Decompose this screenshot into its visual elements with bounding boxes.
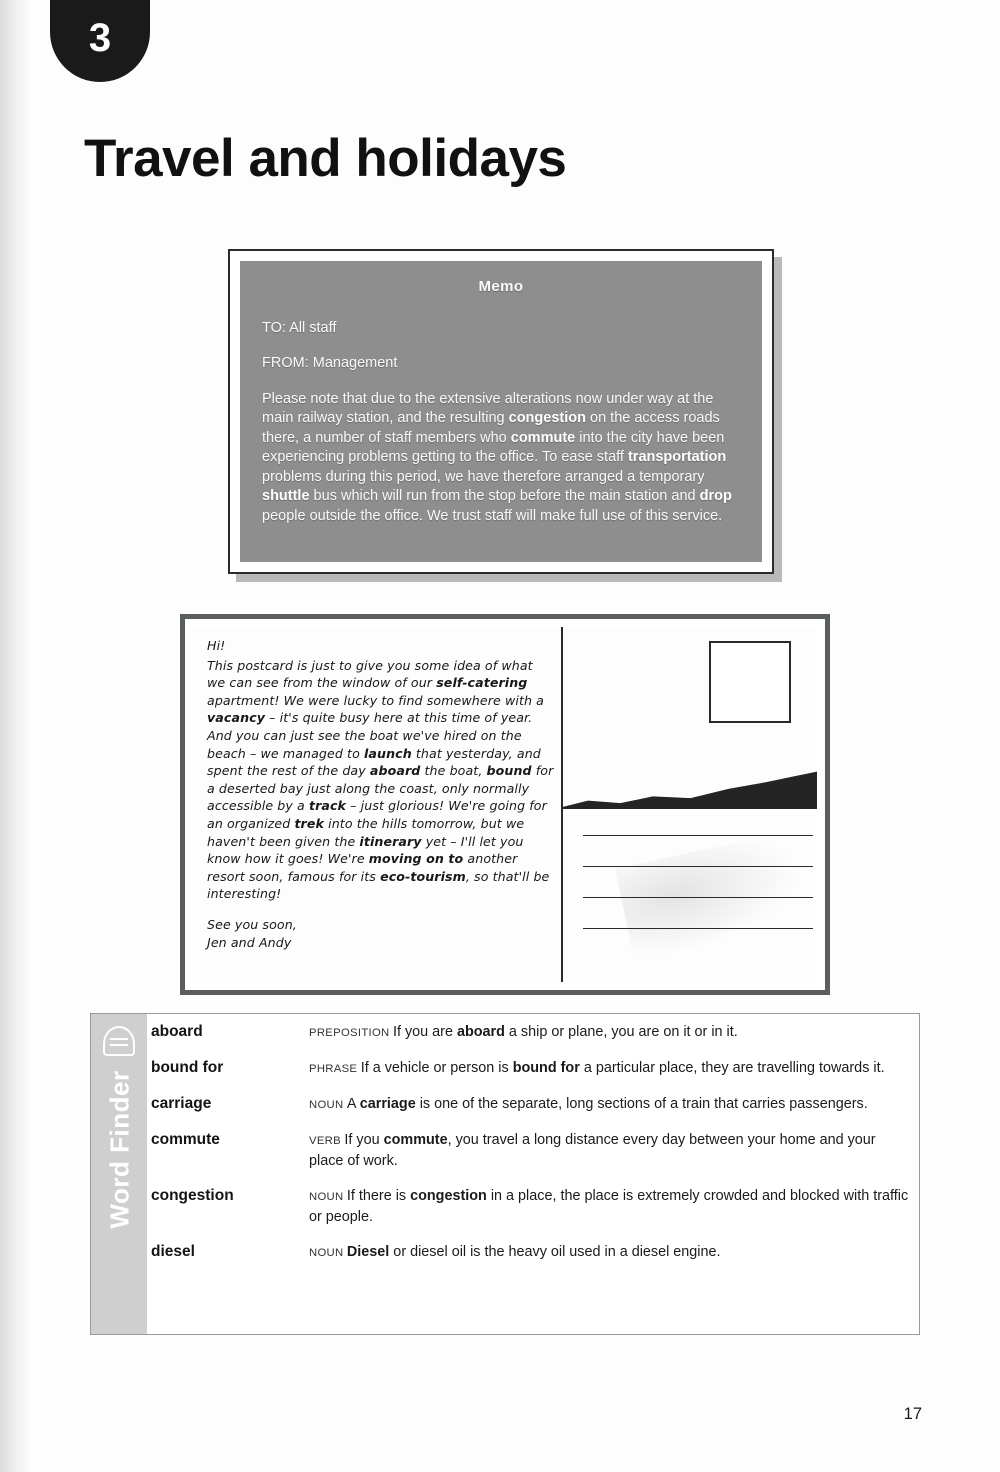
page-number: 17 <box>903 1405 922 1423</box>
word-finder-part-of-speech: NOUN <box>309 1247 347 1259</box>
word-finder-entry <box>151 1058 911 1079</box>
word-finder-part-of-speech: NOUN <box>309 1191 347 1203</box>
postcard-greeting: Hi! <box>207 638 226 653</box>
page-left-edge-shadow <box>0 0 30 1472</box>
word-finder-term: commute <box>151 1131 220 1148</box>
word-finder-definition-text: If there is congestion in a place, the place is extremely crowded and blocked with traffic or people. <box>309 1188 909 1225</box>
postcard-address-lines <box>583 835 813 959</box>
word-finder-entry <box>151 1186 911 1227</box>
word-finder-panel <box>90 1013 920 1335</box>
postcard-message <box>207 637 555 951</box>
memo-figure <box>228 249 774 574</box>
word-finder-definition <box>309 1094 911 1115</box>
word-finder-part-of-speech: PREPOSITION <box>309 1027 393 1039</box>
word-finder-entries <box>151 1022 911 1278</box>
word-finder-entry <box>151 1022 911 1043</box>
address-line <box>583 897 813 898</box>
word-finder-part-of-speech: NOUN <box>309 1099 347 1111</box>
postcard-landscape-smudge <box>561 767 817 809</box>
postcard-inner <box>193 627 817 982</box>
word-finder-definition-text: If a vehicle or person is bound for a particular place, they are travelling towards it. <box>360 1060 885 1076</box>
memo-heading: Memo <box>478 278 524 295</box>
address-line <box>583 928 813 929</box>
postcard-signoff-line1: See you soon, <box>207 916 297 932</box>
word-finder-term: aboard <box>151 1023 203 1040</box>
postcard-divider <box>561 627 563 982</box>
word-finder-entry <box>151 1130 911 1171</box>
stamp-box <box>709 641 791 723</box>
memo-body: Please note that due to the extensive alterations now under way at the main railway station, and the resulting congestion on the access roads there, a number of staff members who commute into the city have been experiencing problems getting to the office. To ease staff transportation problems during this period, we have therefore arranged a temporary shuttle bus which will run from the stop before the main station and drop people outside the office. We trust staff will make full use of this service. <box>262 390 732 524</box>
postcard-figure <box>180 614 830 995</box>
word-finder-definition-text: A carriage is one of the separate, long sections of a train that carries passengers. <box>346 1096 868 1112</box>
memo-to: TO: All staff <box>262 319 337 336</box>
word-finder-definition-text: If you are aboard a ship or plane, you are on it or in it. <box>392 1024 738 1040</box>
word-finder-term: congestion <box>151 1187 234 1204</box>
word-finder-term: diesel <box>151 1243 195 1260</box>
word-finder-definition-text: Diesel or diesel oil is the heavy oil used in a diesel engine. <box>346 1244 721 1260</box>
word-finder-term: carriage <box>151 1095 212 1112</box>
word-finder-entry <box>151 1242 911 1263</box>
word-finder-tab <box>91 1014 147 1334</box>
word-finder-definition <box>309 1186 911 1227</box>
word-finder-definition <box>309 1058 911 1079</box>
postcard-body: This postcard is just to give you some idea of what we can see from the window of our self-catering apartment! We were lucky to find somewhere with a vacancy – it's quite busy here at this time of year. And you can just see the boat we've hired on the beach – we managed to launch that yesterday, and spent the rest of the day aboard the boat, bound for a deserted bay just along the coast, only normally accessible by a track – just glorious! We're going for an organized trek into the hills tomorrow, but we haven't been given the itinerary yet – I'll let you know how it goes! We're moving on to another resort soon, famous for its eco-tourism, so that'll be interesting! <box>207 657 554 902</box>
postcard-signoff-line2: Jen and Andy <box>207 934 292 950</box>
unit-number: 3 <box>88 15 112 60</box>
unit-number-badge <box>50 0 150 82</box>
address-line <box>583 866 813 867</box>
word-finder-definition-text: If you commute, you travel a long distance every day between your home and your place of work. <box>309 1132 876 1169</box>
word-finder-term: bound for <box>151 1059 224 1076</box>
word-finder-part-of-speech: VERB <box>309 1135 345 1147</box>
word-finder-definition <box>309 1022 911 1043</box>
memo-frame <box>228 249 774 574</box>
word-finder-part-of-speech: PHRASE <box>309 1063 361 1075</box>
address-line <box>583 835 813 836</box>
word-finder-definition <box>309 1242 911 1263</box>
memo-content <box>240 261 762 562</box>
memo-from: FROM: Management <box>262 355 398 371</box>
page-title: Travel and holidays <box>84 129 567 188</box>
word-finder-definition <box>309 1130 911 1171</box>
word-finder-tab-label: Word Finder <box>104 1070 135 1229</box>
word-finder-entry <box>151 1094 911 1115</box>
